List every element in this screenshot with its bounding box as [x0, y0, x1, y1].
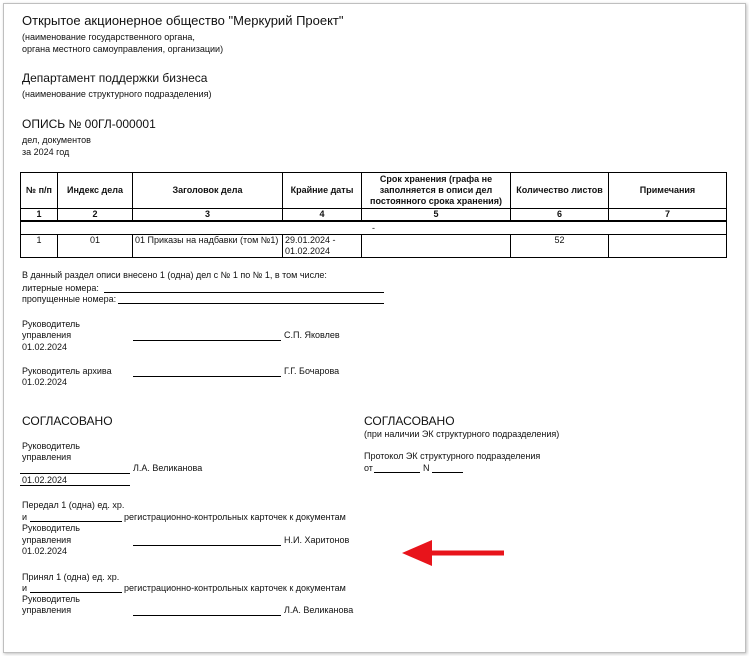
- column-header: Количество листов: [511, 173, 609, 209]
- approval-left-signature-line: [20, 473, 130, 474]
- column-number: 1: [21, 209, 58, 222]
- document-page: [3, 3, 746, 653]
- transfer-cards-line: [30, 521, 122, 522]
- protocol-from-label: от: [364, 463, 373, 473]
- section-row: [21, 221, 727, 235]
- summary-line: В данный раздел описи внесено 1 (одна) дел с № 1 по № 1, в том числе:: [22, 270, 327, 280]
- approval-left-title-2: управления: [22, 452, 72, 462]
- approval-left-date: 01.02.2024: [22, 475, 68, 485]
- cell-notes: [609, 235, 727, 258]
- received-title-2: управления: [22, 605, 72, 615]
- transfer-title-1: Руководитель: [22, 523, 80, 533]
- approval-left-title-1: Руководитель: [22, 441, 80, 451]
- column-number: 7: [609, 209, 727, 222]
- column-header: Крайние даты: [283, 173, 362, 209]
- received-name: Л.А. Великанова: [284, 605, 354, 615]
- protocol-n-label: N: [423, 463, 430, 473]
- column-header: Срок хранения (графа не заполняется в описи дел постоянного срока хранения): [362, 173, 511, 209]
- table-row: [21, 235, 727, 258]
- transfer-title-2: управления: [22, 535, 72, 545]
- inventory-title: ОПИСЬ № 00ГЛ-000001: [22, 117, 156, 131]
- protocol-label: Протокол ЭК структурного подразделения: [364, 451, 541, 461]
- red-arrow-icon: [400, 537, 510, 571]
- archive-signature-line: [133, 376, 281, 377]
- received-signature-line: [133, 615, 281, 616]
- approval-left-heading: СОГЛАСОВАНО: [22, 414, 113, 428]
- column-number: 3: [133, 209, 283, 222]
- cell-title: 01 Приказы на надбавки (том №1): [133, 235, 283, 258]
- head1-title-1: Руководитель: [22, 319, 80, 329]
- received-cards-line: [30, 592, 122, 593]
- protocol-date-line: [374, 472, 420, 473]
- received-cards-text: регистрационно-контрольных карточек к документам: [124, 583, 346, 593]
- organization-name: Открытое акционерное общество "Меркурий Проект": [22, 13, 344, 28]
- column-header: Примечания: [609, 173, 727, 209]
- missing-numbers-line: [118, 303, 384, 304]
- archive-name: Г.Г. Бочарова: [284, 366, 340, 376]
- approval-right-caption: (при наличии ЭК структурного подразделения): [364, 429, 560, 439]
- head1-signature-line: [133, 340, 281, 341]
- transfer-signature-line: [133, 545, 281, 546]
- column-number: 2: [58, 209, 133, 222]
- head1-title-2: управления: [22, 330, 72, 340]
- transfer-and: и: [22, 512, 28, 522]
- missing-numbers-label: пропущенные номера:: [22, 294, 117, 304]
- column-number: 4: [283, 209, 362, 222]
- cell-index: 01: [58, 235, 133, 258]
- cell-sheets: 52: [511, 235, 609, 258]
- column-number: 6: [511, 209, 609, 222]
- head1-date: 01.02.2024: [22, 342, 68, 352]
- archive-title: Руководитель архива: [22, 366, 112, 376]
- column-number-row: [21, 209, 727, 222]
- literal-numbers-label: литерные номера:: [22, 283, 99, 293]
- literal-numbers-line: [104, 292, 384, 293]
- inventory-table: [20, 172, 727, 258]
- column-header: Заголовок дела: [133, 173, 283, 209]
- column-number: 5: [362, 209, 511, 222]
- department-caption: (наименование структурного подразделения): [22, 89, 212, 99]
- received-label: Принял 1 (одна) ед. хр.: [22, 572, 120, 582]
- organization-caption-2: органа местного самоуправления, организации): [22, 44, 224, 54]
- approval-left-date-line: [20, 485, 130, 486]
- received-and: и: [22, 583, 28, 593]
- received-title-1: Руководитель: [22, 594, 80, 604]
- cell-storage: [362, 235, 511, 258]
- head1-name: С.П. Яковлев: [284, 330, 340, 340]
- protocol-number-line: [432, 472, 463, 473]
- cell-num: 1: [21, 235, 58, 258]
- archive-date: 01.02.2024: [22, 377, 68, 387]
- column-header: № п/п: [21, 173, 58, 209]
- approval-right-heading: СОГЛАСОВАНО: [364, 414, 455, 428]
- inventory-subtitle: дел, документов: [22, 135, 91, 145]
- section-marker: -: [21, 221, 727, 235]
- inventory-year: за 2024 год: [22, 147, 70, 157]
- transfer-cards-text: регистрационно-контрольных карточек к документам: [124, 512, 346, 522]
- department-name: Департамент поддержки бизнеса: [22, 71, 208, 85]
- transfer-date: 01.02.2024: [22, 546, 68, 556]
- column-header: Индекс дела: [58, 173, 133, 209]
- approval-left-name: Л.А. Великанова: [133, 463, 203, 473]
- transfer-passed: Передал 1 (одна) ед. хр.: [22, 500, 125, 510]
- cell-dates: 29.01.2024 - 01.02.2024: [283, 235, 362, 258]
- transfer-name: Н.И. Харитонов: [284, 535, 350, 545]
- organization-caption-1: (наименование государственного органа,: [22, 32, 195, 42]
- table-header-row: [21, 173, 727, 209]
